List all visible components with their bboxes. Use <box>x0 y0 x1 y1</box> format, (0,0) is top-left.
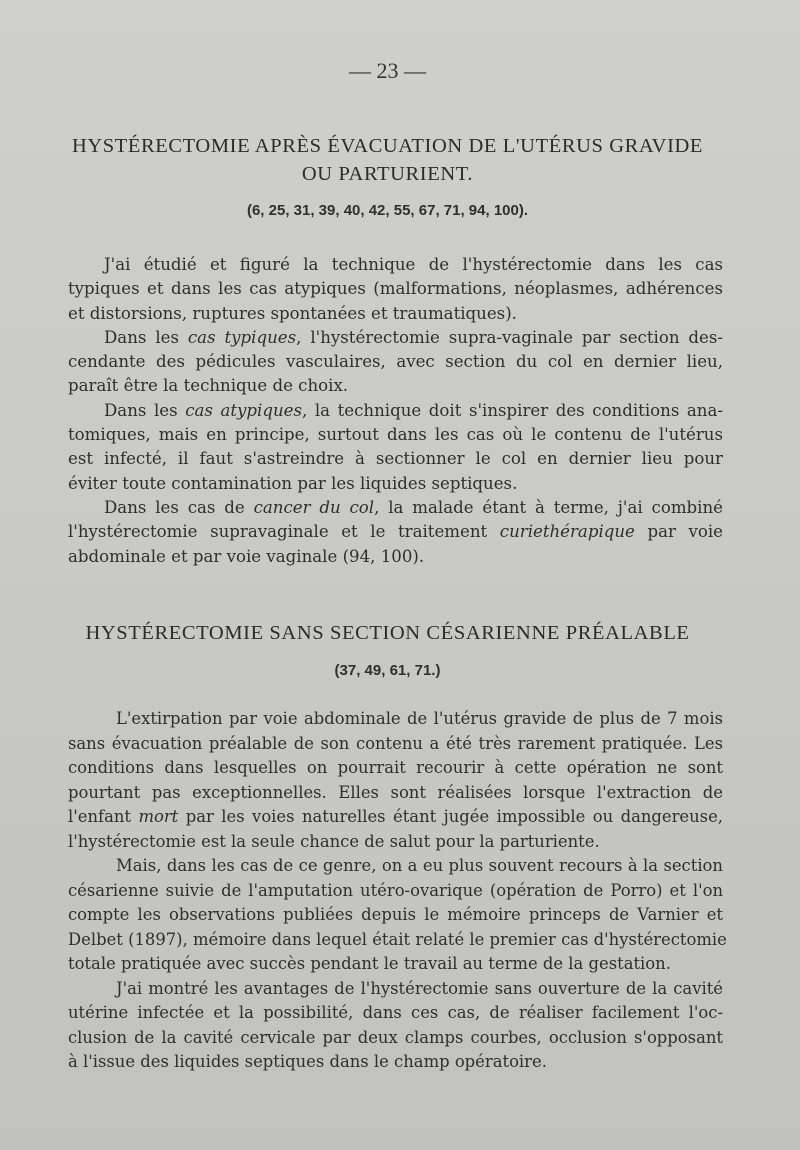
section2-references: (37, 49, 61, 71.) <box>334 662 441 679</box>
body-line: est infecté, il faut s'astreindre à sectionner le col en dernier lieu pour <box>68 449 723 469</box>
section2-body <box>68 707 727 1075</box>
section1-title-line1: HYSTÉRECTOMIE APRÈS ÉVACUATION DE L'UTÉRUS GRAVIDE <box>71 135 704 157</box>
body-line: paraît être la technique de choix. <box>68 376 349 396</box>
italic-term: cas typiques <box>187 327 297 347</box>
body-line: cendante des pédicules vasculaires, avec section du col en dernier lieu, <box>68 352 723 372</box>
body-line: et distorsions, ruptures spontanées et traumatiques). <box>68 303 517 323</box>
body-line: Dans les cas typiques, l'hystérectomie supra-vaginale par section des- <box>104 327 723 347</box>
body-line: l'enfant mort par les voies naturelles étant jugée impossible ou dangereuse, <box>68 807 724 826</box>
body-line: tomiques, mais en principe, surtout dans les cas où le contenu de l'utérus <box>68 425 723 445</box>
body-line: clusion de la cavité cervicale par deux clamps courbes, occlusion s'opposant <box>68 1027 723 1047</box>
body-line: à l'issue des liquides septiques dans le champ opératoire. <box>68 1052 547 1071</box>
italic-term: mort <box>138 807 179 826</box>
section1-body <box>68 253 723 569</box>
body-line: J'ai montré les avantages de l'hystérectomie sans ouverture de la cavité <box>116 978 723 998</box>
body-line: sans évacuation préalable de son contenu a été très rarement pratiquée. Les <box>68 733 723 753</box>
body-line: l'hystérectomie supravaginale et le traitement curiethérapique par voie <box>68 522 723 542</box>
section1-references: (6, 25, 31, 39, 40, 42, 55, 67, 71, 94, 100). <box>246 202 529 219</box>
italic-term: cas atypiques <box>185 400 302 420</box>
body-line: typiques et dans les cas atypiques (malformations, néoplasmes, adhérences <box>68 279 723 299</box>
body-line: totale pratiquée avec succès pendant le travail au terme de la gestation. <box>68 954 671 973</box>
body-line: utérine infectée et la possibilité, dans ces cas, de réaliser facilement l'oc- <box>68 1003 723 1022</box>
body-line: conditions dans lesquelles on pourrait recourir à cette opération ne sont <box>68 758 723 777</box>
body-line: césarienne suivie de l'amputation utéro-ovarique (opération de Porro) et l'on <box>68 880 723 900</box>
body-line: J'ai étudié et figuré la technique de l'hystérectomie dans les cas <box>104 255 723 274</box>
section2-title: HYSTÉRECTOMIE SANS SECTION CÉSARIENNE PRÉALABLE <box>85 622 690 644</box>
italic-term: curiethérapique <box>499 522 635 542</box>
body-line: L'extirpation par voie abdominale de l'utérus gravide de plus de 7 mois <box>116 709 723 728</box>
section1-title-line2: OU PARTURIENT. <box>301 163 474 185</box>
body-line: abdominale et par voie vaginale (94, 100). <box>68 546 425 566</box>
italic-term: cancer du col <box>253 497 375 517</box>
body-line: l'hystérectomie est la seule chance de salut pour la parturiente. <box>68 831 600 851</box>
page-number: — 23 — <box>349 58 426 83</box>
body-line: Dans les cas atypiques, la technique doit s'inspirer des conditions ana- <box>104 400 723 420</box>
body-line: éviter toute contamination par les liquides septiques. <box>68 473 518 493</box>
body-line: Delbet (1897), mémoire dans lequel était relaté le premier cas d'hystérectomie <box>68 929 727 949</box>
body-line: Dans les cas de cancer du col, la malade étant à terme, j'ai combiné <box>104 497 723 517</box>
body-line: Mais, dans les cas de ce genre, on a eu plus souvent recours à la section <box>116 856 723 875</box>
body-line: pourtant pas exceptionnelles. Elles sont réalisées lorsque l'extraction de <box>68 782 723 802</box>
body-line: compte les observations publiées depuis le mémoire princeps de Varnier et <box>68 905 723 924</box>
